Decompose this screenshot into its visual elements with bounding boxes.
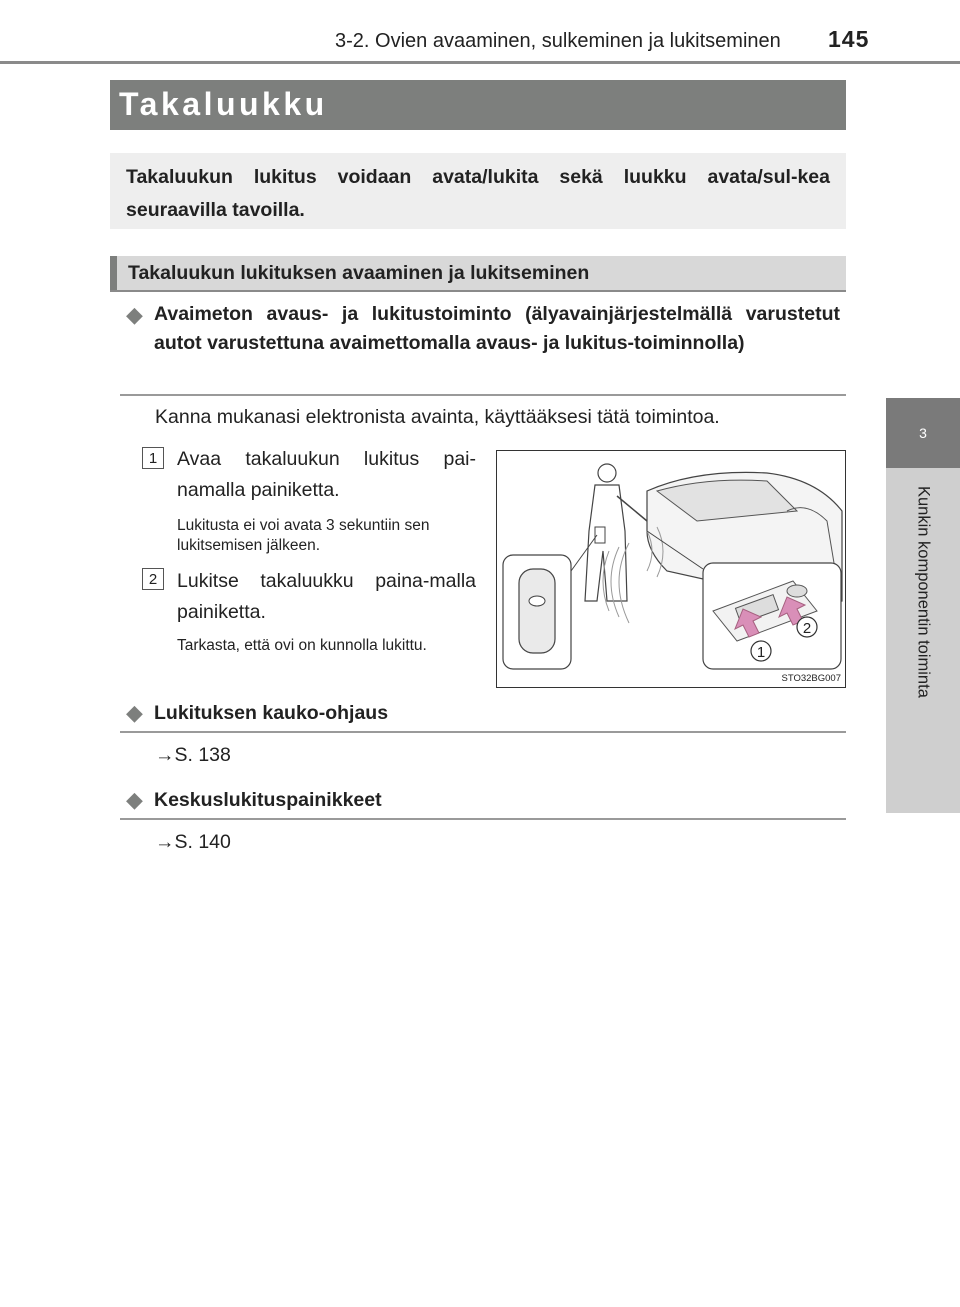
subsection-rule	[120, 818, 846, 820]
page-reference-remote[interactable]: →S. 138	[155, 744, 231, 766]
subsection-remote-heading	[126, 700, 389, 726]
chapter-number: 3	[919, 425, 927, 441]
section-heading-text: Takaluukun lukituksen avaaminen ja lukitseminen	[128, 262, 590, 284]
diamond-bullet-icon: ◆	[126, 700, 143, 725]
subsection-central-title: Keskuslukituspainikkeet	[154, 789, 382, 811]
key-fob-body	[519, 569, 555, 653]
tailgate-drawing	[497, 451, 844, 686]
person-head	[598, 464, 616, 482]
illustration-code: STO32BG007	[781, 673, 841, 684]
chapter-tab-label	[886, 468, 960, 813]
section-heading	[110, 256, 846, 290]
callout-2-label: 2	[802, 620, 812, 637]
subsection-central-heading	[126, 787, 382, 813]
page-title: Takaluukku	[119, 86, 328, 122]
lock-button-shape	[787, 585, 807, 597]
diamond-bullet-icon: ◆	[126, 302, 143, 327]
chapter-title: Kunkin komponentin toiminta	[914, 486, 933, 698]
subsection-rule	[120, 394, 846, 396]
page-number: 145	[828, 26, 870, 52]
subsection-rule	[120, 731, 846, 733]
callout-1-label: 1	[756, 644, 766, 661]
diamond-bullet-icon: ◆	[126, 787, 143, 812]
step-1-text: Avaa takaluukun lukitus pai-namalla painiketta.	[177, 448, 476, 501]
intro-box	[110, 153, 846, 229]
subsection-keyless-body: Kanna mukanasi elektronista avainta, käyttääksesi tätä toimintoa.	[155, 406, 720, 428]
running-header-title: 3-2. Ovien avaaminen, sulkeminen ja lukitseminen	[335, 30, 781, 52]
chapter-tab-number	[886, 398, 960, 468]
step-number-2: 2	[142, 568, 164, 590]
section-rule	[110, 290, 846, 292]
section-heading-bar	[110, 256, 117, 290]
step-2-text: Lukitse takaluukku paina-malla painiketta.	[177, 570, 476, 623]
subsection-keyless-title: Avaimeton avaus- ja lukitustoiminto (älyavainjärjestelmällä varustetut autot varustettuna avaimettomalla avaus- ja lukitus-toiminnolla)	[154, 303, 840, 354]
key-fob-logo	[529, 596, 545, 606]
page-title-bar	[110, 80, 846, 130]
step-2-note: Tarkasta, että ovi on kunnolla lukittu.	[177, 637, 427, 654]
subsection-remote-title: Lukituksen kauko-ohjaus	[154, 702, 389, 724]
tailgate-illustration	[496, 450, 846, 688]
step-number-1: 1	[142, 447, 164, 469]
intro-text: Takaluukun lukitus voidaan avata/lukita sekä luukku avata/sul-kea seuraavilla tavoilla.	[126, 166, 830, 221]
step-1-note: Lukitusta ei voi avata 3 sekuntiin sen lukitsemisen jälkeen.	[177, 517, 430, 554]
page-reference-central[interactable]: →S. 140	[155, 831, 231, 853]
header-rule	[0, 61, 960, 64]
